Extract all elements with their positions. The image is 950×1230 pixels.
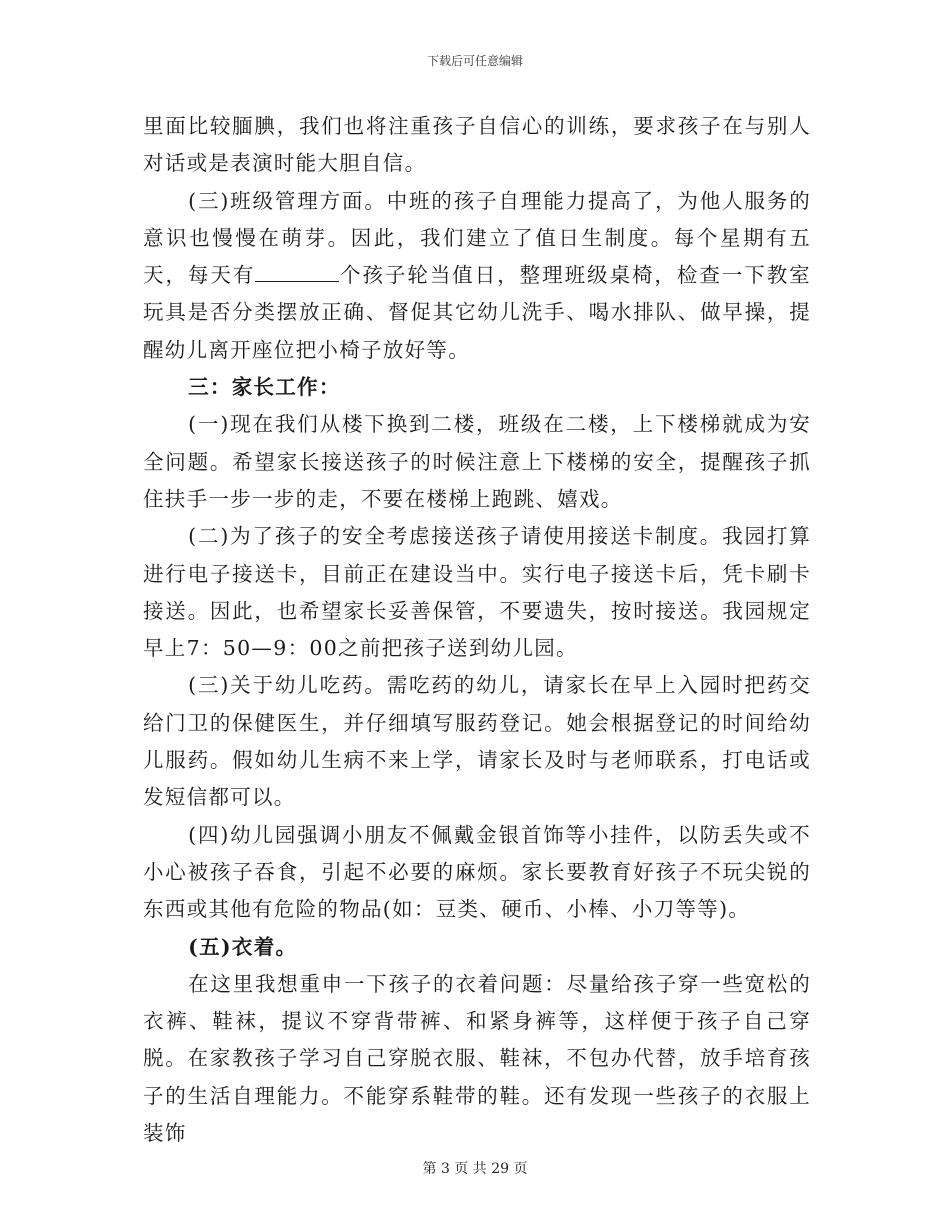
paragraph-class-management [143, 183, 811, 369]
document-body [143, 108, 811, 1152]
page-header: 下载后可任意编辑 [426, 54, 523, 68]
paragraph-class-management-part1: (三)班级管理方面。中班的孩子自理能力提高了，为他人服务的意识也慢慢在萌芽。因此，我们建立了值日生制度。每个星期有五天，每天有 [143, 188, 811, 288]
paragraph-jewelry: (四)幼儿园强调小朋友不佩戴金银首饰等小挂件，以防丢失或不小心被孩子吞食，引起不必要的麻烦。家长要教育好孩子不玩尖锐的东西或其他有危险的物品(如：豆类、硬币、小棒、小刀等等)。 [143, 822, 811, 922]
fill-in-blank [255, 263, 339, 282]
section-heading-parents: 三：家长工作： [188, 375, 341, 400]
subheading-clothing: (五)衣着。 [188, 934, 298, 959]
paragraph-class-management-part2: 个孩子轮当值日，整理班级桌椅，检查一下教室玩具是否分类摆放正确、督促其它幼儿洗手、喝水排队、做早操，提醒幼儿离开座位把小椅子放好等。 [143, 263, 811, 362]
paragraph-medicine: (三)关于幼儿吃药。需吃药的幼儿，请家长在早上入园时把药交给门卫的保健医生，并仔细填写服药登记。她会根据登记的时间给幼儿服药。假如幼儿生病不来上学，请家长及时与老师联系，打电话或发短信都可以。 [143, 673, 811, 810]
paragraph-clothing: 在这里我想重申一下孩子的衣着问题：尽量给孩子穿一些宽松的衣裤、鞋袜，提议不穿背带裤、和紧身裤等，这样便于孩子自己穿脱。在家教孩子学习自己穿脱衣服、鞋袜，不包办代替，放手培育孩子的生活自理能力。不能穿系鞋带的鞋。还有发现一些孩子的衣服上装饰 [143, 971, 811, 1146]
paragraph-pickup-card: (二)为了孩子的安全考虑接送孩子请使用接送卡制度。我园打算进行电子接送卡，目前正在建设当中。实行电子接送卡后，凭卡刷卡接送。因此，也希望家长妥善保管，不要遗失，按时接送。我园规定早上7：50—9：00之前把孩子送到幼儿园。 [143, 524, 811, 661]
paragraph-continuation: 里面比较腼腆，我们也将注重孩子自信心的训练，要求孩子在与别人对话或是表演时能大胆自信。 [143, 114, 811, 176]
page-footer: 第 3 页 共 29 页 [422, 1161, 528, 1177]
paragraph-stairs-safety: (一)现在我们从楼下换到二楼，班级在二楼，上下楼梯就成为安全问题。希望家长接送孩子的时候注意上下楼梯的安全，提醒孩子抓住扶手一步一步的走，不要在楼梯上跑跳、嬉戏。 [143, 412, 811, 511]
